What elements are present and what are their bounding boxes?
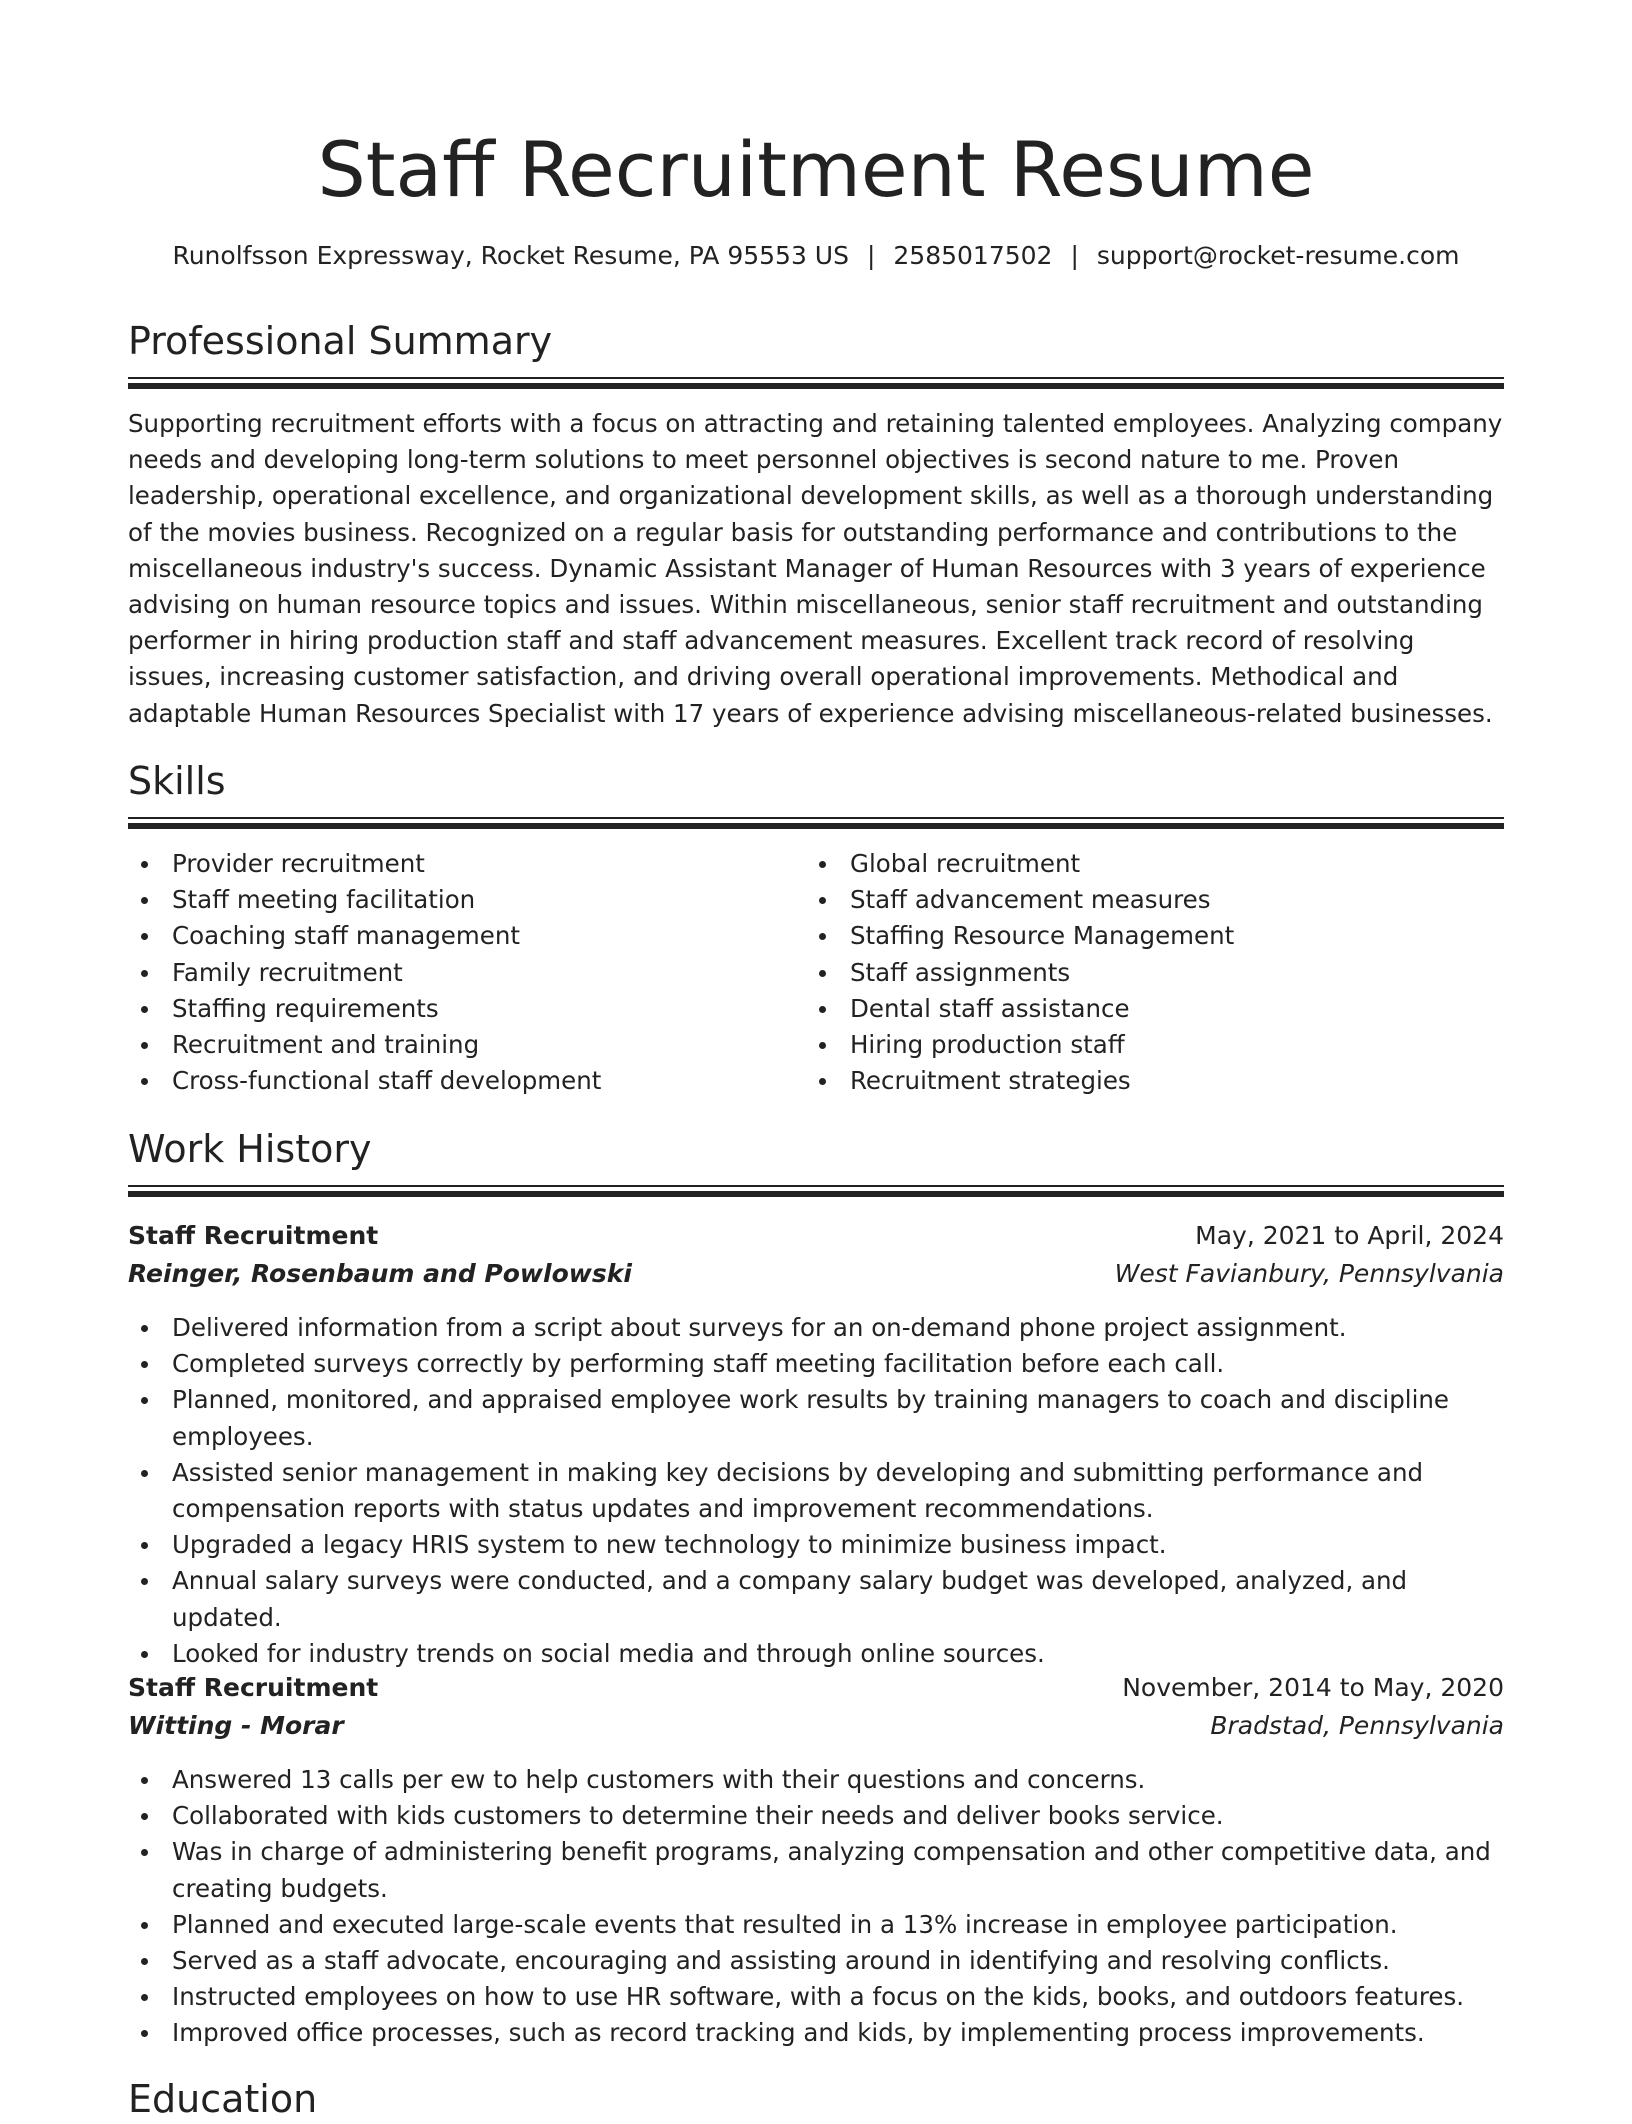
job-bullet: Instructed employees on how to use HR software, with a focus on the kids, books, and outdoors features. bbox=[128, 1979, 1504, 2015]
skills-left-column bbox=[128, 846, 788, 1099]
job-dates: November, 2014 to May, 2020 bbox=[1122, 1673, 1504, 1702]
job-title: Staff Recruitment bbox=[128, 1221, 379, 1250]
job-bullet: Answered 13 calls per ew to help customers with their questions and concerns. bbox=[128, 1762, 1504, 1798]
summary-heading: Professional Summary bbox=[128, 319, 553, 363]
skill-item: Family recruitment bbox=[128, 955, 788, 991]
skills-right-column bbox=[806, 846, 1466, 1099]
page-title: Staff Recruitment Resume bbox=[317, 125, 1315, 214]
section-divider bbox=[128, 817, 1504, 829]
job-responsibilities bbox=[128, 1762, 1504, 2052]
job-company: Reinger, Rosenbaum and Powlowski bbox=[128, 1259, 632, 1288]
job-company: Witting - Morar bbox=[128, 1711, 344, 1740]
contact-line bbox=[128, 236, 1504, 276]
skill-item: Cross-functional staff development bbox=[128, 1063, 788, 1099]
job-dates: May, 2021 to April, 2024 bbox=[1195, 1221, 1504, 1250]
job-title: Staff Recruitment bbox=[128, 1673, 379, 1702]
contact-address: Runolfsson Expressway, Rocket Resume, PA 95553 US bbox=[172, 241, 849, 270]
job-bullet: Planned, monitored, and appraised employee work results by training managers to coach and discipline employees. bbox=[128, 1382, 1504, 1454]
skill-item: Staff advancement measures bbox=[806, 882, 1466, 918]
skill-item: Dental staff assistance bbox=[806, 991, 1466, 1027]
skill-item: Provider recruitment bbox=[128, 846, 788, 882]
skill-item: Staffing Resource Management bbox=[806, 918, 1466, 954]
job-bullet: Delivered information from a script about surveys for an on-demand phone project assignment. bbox=[128, 1310, 1504, 1346]
job-bullet: Looked for industry trends on social media and through online sources. bbox=[128, 1636, 1504, 1672]
job-location: West Favianbury, Pennsylvania bbox=[1114, 1259, 1504, 1288]
skill-item: Hiring production staff bbox=[806, 1027, 1466, 1063]
section-divider bbox=[128, 1185, 1504, 1197]
job-bullet: Annual salary surveys were conducted, and a company salary budget was developed, analyzed, and updated. bbox=[128, 1563, 1504, 1635]
job-bullet: Assisted senior management in making key decisions by developing and submitting performance and compensation reports with status updates and improvement recommendations. bbox=[128, 1455, 1504, 1527]
job-bullet: Upgraded a legacy HRIS system to new technology to minimize business impact. bbox=[128, 1527, 1504, 1563]
job-bullet: Collaborated with kids customers to determine their needs and deliver books service. bbox=[128, 1798, 1504, 1834]
skill-item: Staff meeting facilitation bbox=[128, 882, 788, 918]
job-bullet: Improved office processes, such as record tracking and kids, by implementing process improvements. bbox=[128, 2015, 1504, 2051]
skills-heading: Skills bbox=[128, 759, 226, 803]
contact-email: support@rocket-resume.com bbox=[1096, 241, 1460, 270]
skill-item: Recruitment and training bbox=[128, 1027, 788, 1063]
contact-separator: | bbox=[866, 241, 876, 270]
skill-item: Coaching staff management bbox=[128, 918, 788, 954]
job-bullet: Was in charge of administering benefit programs, analyzing compensation and other competitive data, and creating budgets. bbox=[128, 1834, 1504, 1906]
skill-item: Global recruitment bbox=[806, 846, 1466, 882]
skill-item: Recruitment strategies bbox=[806, 1063, 1466, 1099]
job-bullet: Planned and executed large-scale events that resulted in a 13% increase in employee participation. bbox=[128, 1907, 1504, 1943]
skill-item: Staffing requirements bbox=[128, 991, 788, 1027]
contact-phone: 2585017502 bbox=[893, 241, 1053, 270]
job-location: Bradstad, Pennsylvania bbox=[1210, 1711, 1504, 1740]
education-heading: Education bbox=[128, 2077, 318, 2121]
job-responsibilities bbox=[128, 1310, 1504, 1672]
job-bullet: Served as a staff advocate, encouraging and assisting around in identifying and resolving conflicts. bbox=[128, 1943, 1504, 1979]
contact-separator: | bbox=[1070, 241, 1079, 270]
skill-item: Staff assignments bbox=[806, 955, 1466, 991]
section-divider bbox=[128, 377, 1504, 389]
job-bullet: Completed surveys correctly by performing staff meeting facilitation before each call. bbox=[128, 1346, 1504, 1382]
summary-text: Supporting recruitment efforts with a focus on attracting and retaining talented employees. Analyzing company needs and developing long-term solutions to meet personnel objectives is second nature to me. Proven leadership, operational excellence, and organizational development skills, as well as a thorough understanding of the movies business. Recognized on a regular basis for outstanding performance and contributions to the miscellaneous industry's success. Dynamic Assistant Manager of Human Resources with 3 years of experience advising on human resource topics and issues. Within miscellaneous, senior staff recruitment and outstanding performer in hiring production staff and staff advancement measures. Excellent track record of resolving issues, increasing customer satisfaction, and driving overall operational improvements. Methodical and adaptable Human Resources Specialist with 17 years of experience advising miscellaneous-related businesses. bbox=[128, 409, 1503, 728]
work-history-heading: Work History bbox=[128, 1127, 372, 1171]
